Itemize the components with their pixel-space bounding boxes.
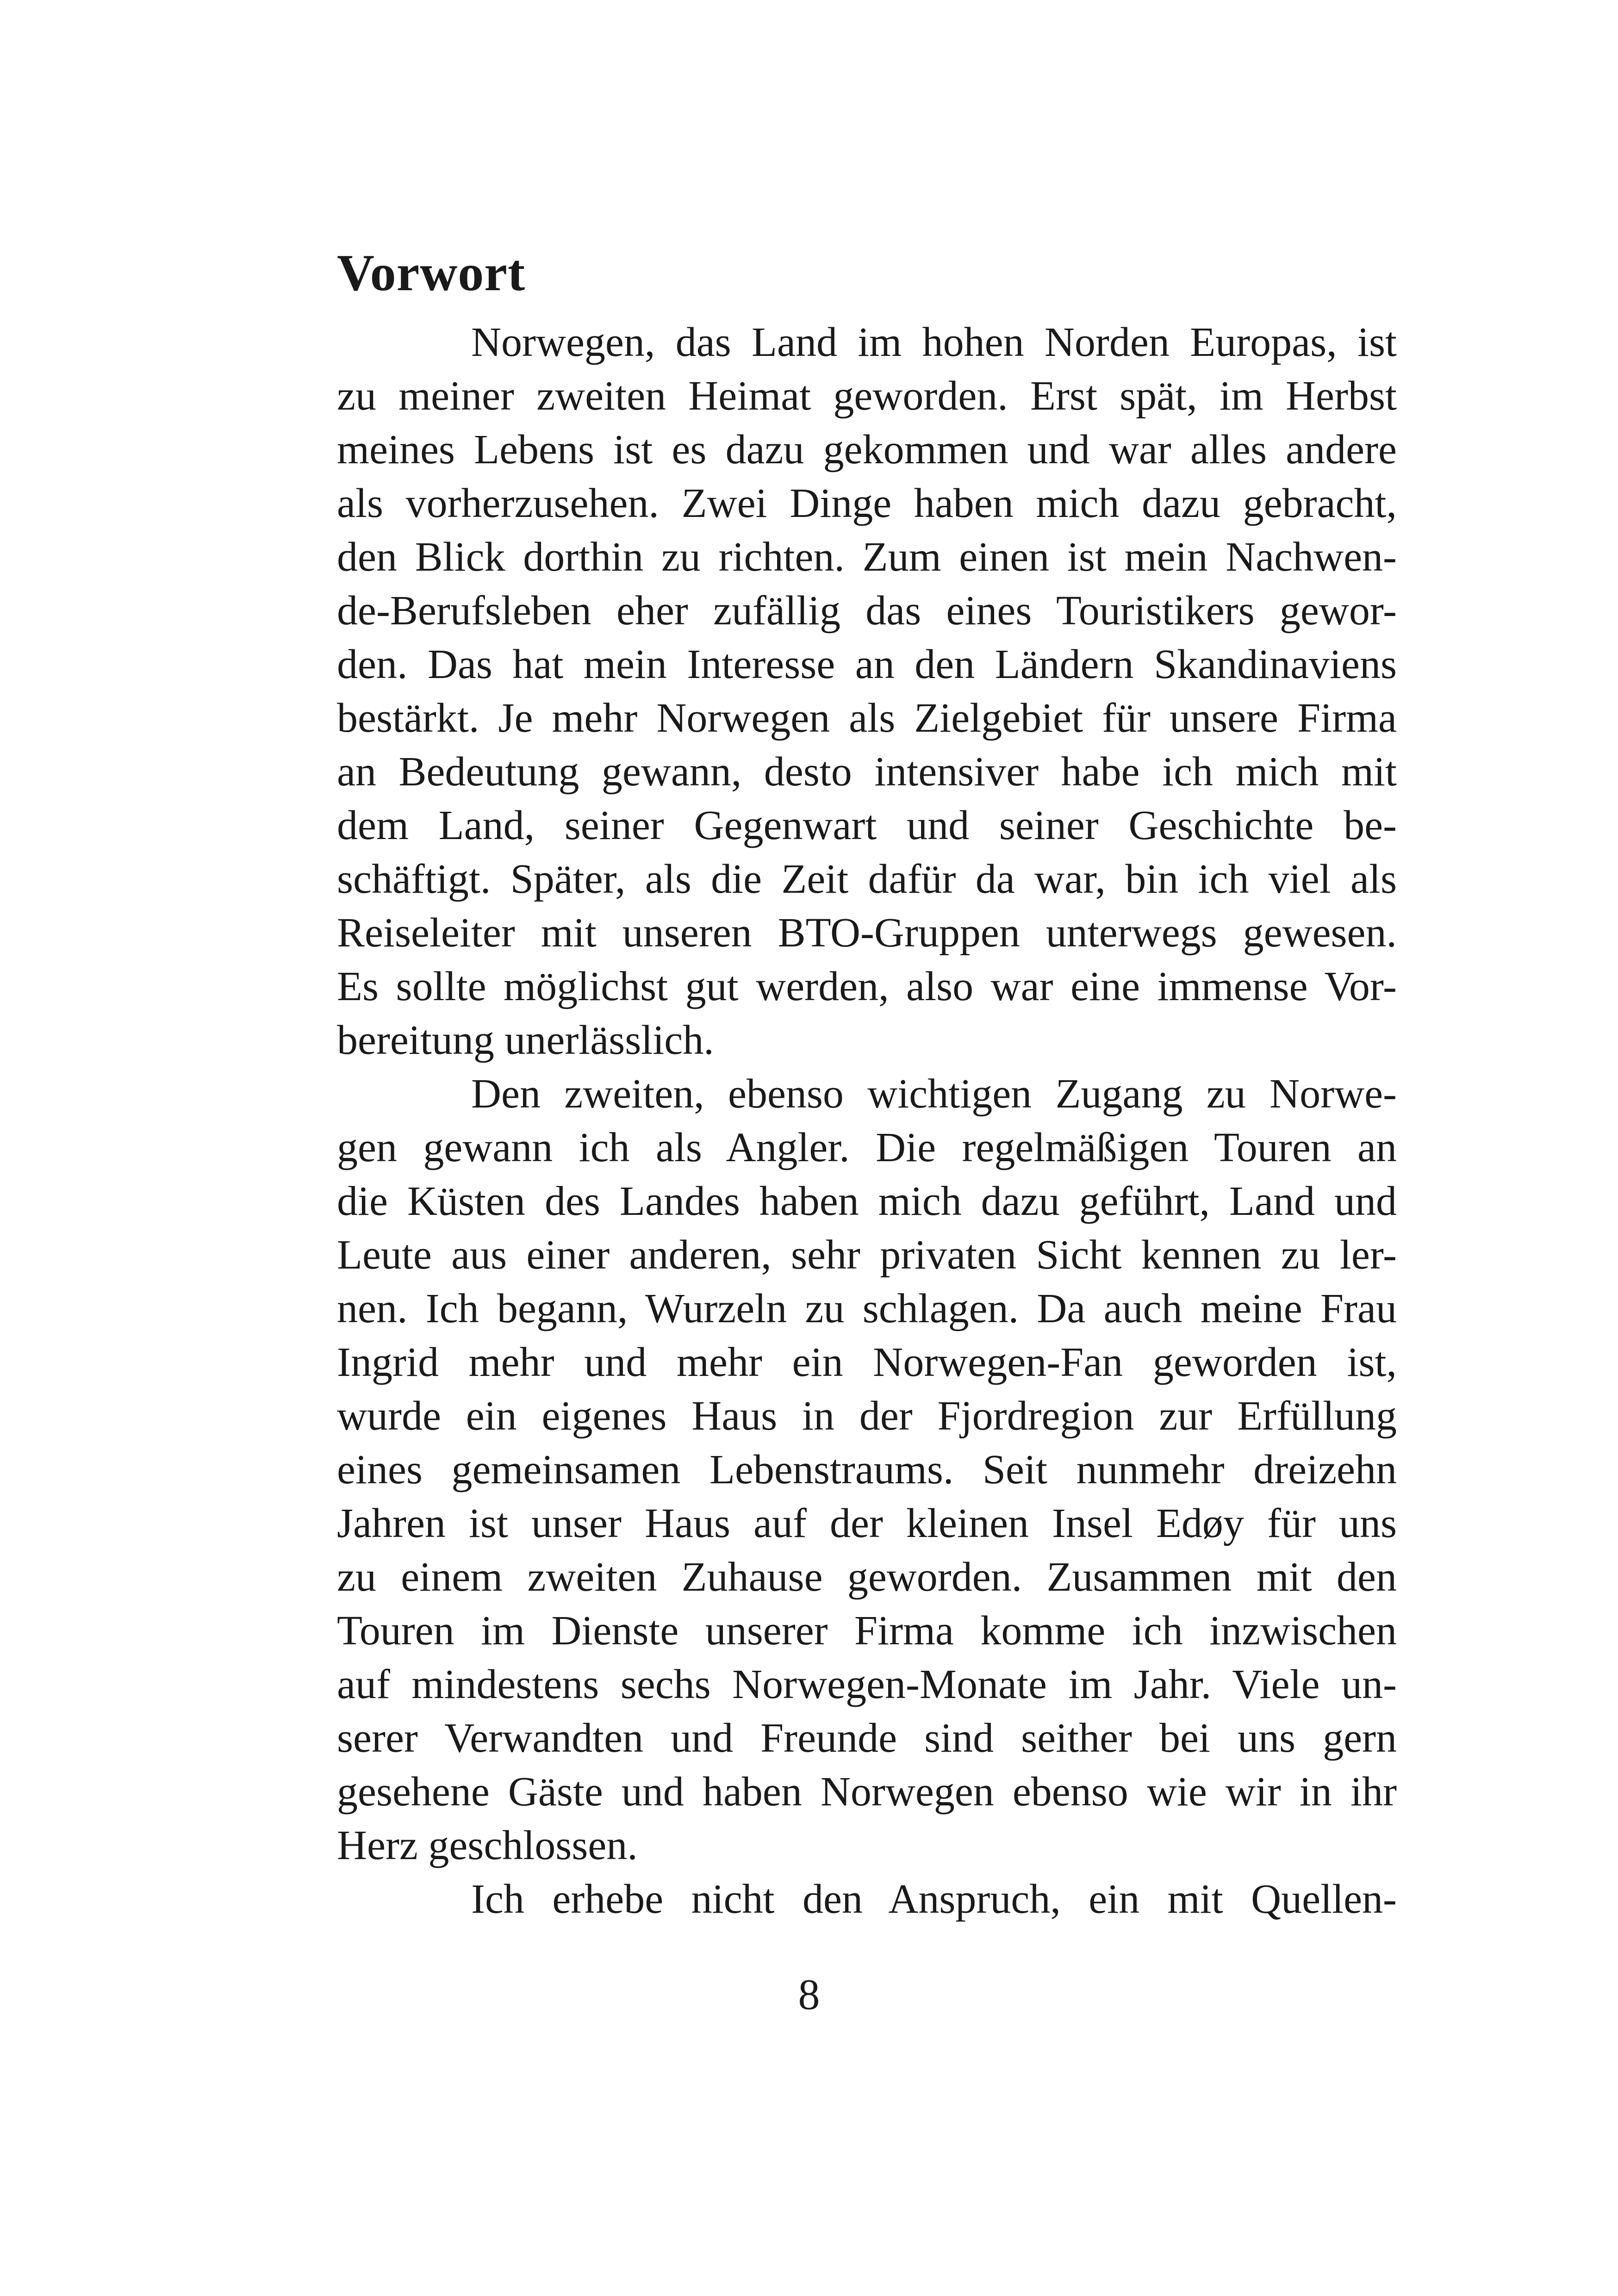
page-content [337, 241, 1397, 1926]
text-line: bestärkt. Je mehr Norwegen als Zielgebiet für unsere Firma [337, 695, 1397, 741]
paragraph [337, 1873, 1397, 1926]
text-line: nen. Ich begann, Wurzeln zu schlagen. Da auch meine Frau [337, 1286, 1397, 1332]
text-line: Touren im Dienste unserer Firma komme ich inzwischen [337, 1608, 1397, 1654]
text-line: den Blick dorthin zu richten. Zum einen ist mein Nachwen- [337, 534, 1397, 580]
text-line: gesehene Gäste und haben Norwegen ebenso wie wir in ihr [337, 1769, 1397, 1815]
text-line: wurde ein eigenes Haus in der Fjordregion zur Erfüllung [337, 1393, 1397, 1439]
text-line: Jahren ist unser Haus auf der kleinen Insel Edøy für uns [337, 1500, 1397, 1546]
text-line: an Bedeutung gewann, desto intensiver habe ich mich mit [337, 749, 1397, 795]
text-line: schäftigt. Später, als die Zeit dafür da war, bin ich viel als [337, 856, 1397, 902]
page-number: 8 [798, 1971, 820, 2019]
paragraph [337, 1067, 1397, 1873]
text-line: serer Verwandten und Freunde sind seither bei uns gern [337, 1715, 1397, 1761]
text-line: zu einem zweiten Zuhause geworden. Zusammen mit den [337, 1554, 1397, 1600]
text-line: Reiseleiter mit unseren BTO-Gruppen unterwegs gewesen. [337, 910, 1397, 956]
text-line: Herz geschlossen. [337, 1823, 638, 1868]
text-line: Ingrid mehr und mehr ein Norwegen-Fan geworden ist, [337, 1339, 1397, 1385]
text-line: auf mindestens sechs Norwegen-Monate im Jahr. Viele un- [337, 1661, 1397, 1707]
text-line: eines gemeinsamen Lebenstraums. Seit nunmehr dreizehn [337, 1447, 1397, 1493]
text-line: zu meiner zweiten Heimat geworden. Erst spät, im Herbst [337, 373, 1397, 419]
text-line: Leute aus einer anderen, sehr privaten Sicht kennen zu ler- [337, 1232, 1397, 1278]
body-text [337, 316, 1397, 1926]
text-line: Es sollte möglichst gut werden, also war eine immense Vor- [337, 964, 1397, 1009]
text-line: den. Das hat mein Interesse an den Ländern Skandinaviens [337, 641, 1397, 687]
text-line: Ich erhebe nicht den Anspruch, ein mit Quellen- [471, 1876, 1397, 1922]
text-line: de-Berufsleben eher zufällig das eines Touristikers gewor- [337, 588, 1397, 634]
chapter-heading: Vorwort [337, 244, 526, 302]
text-line: als vorherzusehen. Zwei Dinge haben mich dazu gebracht, [337, 480, 1397, 526]
paragraph [337, 316, 1397, 1067]
text-line: Norwegen, das Land im hohen Norden Europas, ist [471, 319, 1397, 365]
text-line: Den zweiten, ebenso wichtigen Zugang zu Norwe- [471, 1071, 1397, 1117]
text-line: meines Lebens ist es dazu gekommen und war alles andere [337, 427, 1397, 473]
text-line: dem Land, seiner Gegenwart und seiner Geschichte be- [337, 803, 1397, 848]
text-line: bereitung unerlässlich. [337, 1017, 714, 1063]
text-line: die Küsten des Landes haben mich dazu geführt, Land und [337, 1178, 1397, 1224]
text-line: gen gewann ich als Angler. Die regelmäßigen Touren an [337, 1125, 1397, 1170]
